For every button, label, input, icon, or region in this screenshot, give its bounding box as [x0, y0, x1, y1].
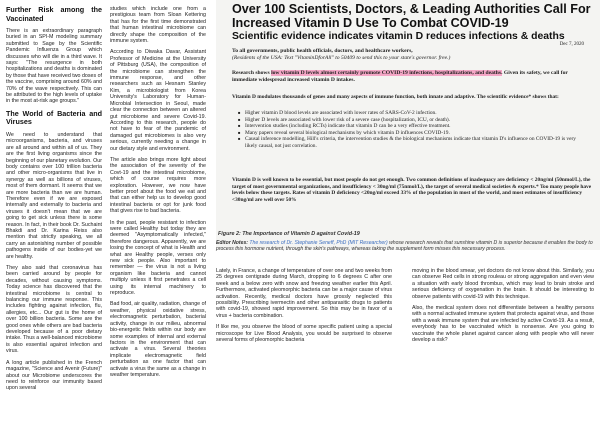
list-item: ■ Higher vitamin D blood levels are associated with lower rates of SARS-CoV-2 infection.: [238, 110, 583, 117]
paragraph: Bad food, air quality, radiation, change of weather, physical oxidative stress, electromagnetic perturbation, bacterial activity, change in our milieu, abnormal bio-energetic fields within our body are some examples of internal and external factors in the environment that can activate a virus. Several theories implicate electromagnetic field perturbation as one factor that can activate a virus the same as a change in weather temperature.: [110, 301, 206, 378]
list-item: ■ Intervention studies (including RCTs) indicate that vitamin D can be a very effective treatment.: [238, 123, 583, 130]
editor-note: [216, 240, 596, 252]
figure-caption: Figure 2: The Importance of Vitamin D against Covid-19: [218, 231, 360, 237]
vitamin-d-letter-image: [216, 0, 600, 253]
right-section: [216, 0, 600, 424]
section-heading-risk: Further Risk among the Vaccinated: [6, 5, 102, 23]
research-pre: Research shows: [232, 70, 272, 76]
paragraph: According to Diwaka Davar, Assistant Professor of Medicine at the University of Pittsburg (USA), the composition of the microbiome can strengthen the immune response, and other researchers such as Hesnam Stanley Kim, a microbiologist from Korea University's Laboratory for Human-Microbial Intersection in Seoul, made clear the connection between an altered gut microbiome and severe Covid-19. According to this research, people do not have to fear of the pandemic of damaged gut microbiomes is also very serious, currently needing a change in our dietary style and environment.: [110, 49, 206, 152]
paragraph: moving in the blood smear, yet doctors do not know about this. Similarly, you can observe Red cells in strong rouleau or strong aggregation and even view a situation with early blood thrombus, which may lead to brain stroke and serious deficiency of oxygenation in the brain. It should be interesting to observe patients with covid-19 with this technique.: [412, 268, 594, 300]
research-highlight: low vitamin D levels almost certainly promote COVID-19 infections, hospitalizations, and deaths.: [271, 70, 503, 76]
paragraph: We need to understand that microorganisms, bacteria, and viruses are all around and within all of us. They are the first living organisms since the beginning of our planetary evolution. Our body contains over 100 trillion bacteria and other micro-organisms that live in synergy as well as billions of viruses, most of them dormant. It seems that we are more bacteria than we are human. Therefore even if we are exposed internally and externally to bacteria and viruses it doesn't mean that we are going to get sick unless there is some reason. In fact, in their book Dr. Suchaint Bhakdi and Dr. Karina Reiss also mention that strictly speaking, we all carry an astonishing number of possible pathogens inside of our bodies-yet we are healthy.: [6, 131, 102, 260]
modulates-statement: Vitamin D modulates thousands of genes and many aspects of immune function, both innate and adaptive. The scientific evidence* shows that:: [232, 94, 559, 100]
deficiency-statement: Vitamin D is well known to be essential, but most people do not get enough. Two common definitions of inadequacy are deficiency < 20ng/ml (50nmol/L), the target of most governmental organizations, and insufficiency < 30ng/ml (75nmol/L), the target of several medical societies & experts.* Too many people have levels below these targets. Rates of vitamin D deficiency <20ng/ml exceed 33% of the population in most of the world, and most estimates of insufficiency <30ng/ml are well over 50%: [232, 177, 592, 203]
paragraph: If like me, you observe the blood of some specific patient using a special microscope for Live Blood Analysis, you would be surprised to observe several forms of pleomorphic bacteria: [216, 324, 392, 344]
residents-line: (Residents of the USA: Text "VitaminDforAll" to 50409 to send this to your state's governor. free.): [232, 54, 451, 61]
article-column-3: [216, 268, 392, 348]
paragraph: Lately, in France, a change of temperature of over one and two weeks from 25 degrees centigrade during March, dropping to 6 degrees C after one week and a below zero with snow and freezing weather earlier this April. Furthermore, activated pleomorphic bacteria can be a major cause of virus activation. Recently, medical doctors have grossly neglected this possibility. Prescribing ivermectin and other antiparasitic drugs to patients with covid-19, showed rapid improvement. So this may be in favor of a virus + bacteria combination.: [216, 268, 392, 319]
list-item: ■ Causal inference modelling, Hill's criteria, the intervention studies & the biological mechanisms indicate that vitamin D's influence on COVID-19 is very likely causal, not just correlation.: [238, 136, 583, 149]
research-post: Given its safety, we call for immediate widespread increased vitamin D intakes.: [232, 70, 568, 83]
paragraph: Also, the medical system does not differentiate between a healthy persons with a normal activated immune system that protects against virus, and those with a weak immune system that are infected by active Covid-19. As a result, everybody has to be vaccinated which is nonsense. Are you going to vaccinate the whole planet against cancer along with people who will never develop a risk?: [412, 305, 594, 344]
letter-date: Dec 7, 2020: [559, 42, 584, 47]
research-statement: [232, 70, 582, 83]
list-item: ■ Higher D levels are associated with lower risk of a severe case (hospitalization, ICU, or death).: [238, 117, 583, 124]
article-column-1: [6, 6, 102, 397]
list-item: ■ Many papers reveal several biological mechanisms by which vitamin D influences COVID-19.: [238, 130, 583, 137]
section-heading-bacteria: The World of Bacteria and Viruses: [6, 108, 102, 127]
figure-subtitle: Scientific evidence indicates vitamin D reduces infections & deaths: [232, 31, 565, 42]
letter-address: [232, 48, 572, 61]
note-text: whose research reveals that sunshine vitamin D is superior because it enables the body to process this hormone nutrient, through the skin's pathways, whereas taking the supplement form misses this necessary process.: [216, 240, 593, 253]
paragraph: In the past, people resistant to infection were called Healthy but today they are deemed "Asymptomatically infected," therefore dangerous. Apparently, we are losing the concept of what is Health and what are Healthy people, verses only new sick people. Also important to remember — the virus is not a living organism like bacteria and cannot multiply unless it first penetrates a cell using its internal machinery to reproduce.: [110, 219, 206, 297]
paragraph: A long article published in the French magazine, "Science and Avenir (Future)" about our Microbiome underscores the need to reinforce our immunity based upon several: [6, 359, 102, 392]
article-column-4: [412, 268, 594, 348]
address-line: To all governments, public health officials, doctors, and healthcare workers,: [232, 48, 413, 54]
paragraph: studies which include one from a prestigious team from Sloan Kettering that has for the first time demonstrated that human intestinal microbiome can directly shape the composition of the immune system.: [110, 6, 206, 45]
article-column-2: [110, 6, 206, 383]
paragraph: There is an extraordinary paragraph buried in an SPI-M modeling summary submitted to Sage by the Scientific Pandemic Influenza Group which discusses who will die in a third wave. It says: "The resurgence in both hospitalizations and deaths is dominated by those that have received two doses of the vaccine, comprising around 60% and 70% of the wave respectively. This can be attributed to the high levels of uptake in the most at-risk age groups.": [6, 28, 102, 105]
figure-title: Over 100 Scientists, Doctors, & Leading Authorities Call For Increased Vitamin D Use To Combat COVID-19: [232, 2, 591, 30]
note-label: Editor Notes:: [216, 240, 250, 246]
evidence-list: [238, 110, 583, 150]
paragraph: They also said that coronavirus has been carried around by people for decades, without causing symptoms. Today science has discovered that the intestinal microbiome is central to balancing our immune response. This includes fighting against infection, flu, allergies, etc... Our gut is the home of over 100 billion bacteria. Some are the good ones while others are bad bacteria developed because of a poor dietary intake. Thus a well-balanced microbiome is also essential against infection and virus.: [6, 265, 102, 355]
note-author: The research of Dr. Stephanie Seneff, PhD (MIT Researcher): [249, 240, 388, 246]
paragraph: The article also brings more light about the association of the severity of the Covt-19 and the intestinal microbiome, which of course requires more exploration. However, we now have better proof about the food we eat and that can either help us to develop good intestinal bacteria or opt for junk food that gives rise to bad bacteria.: [110, 156, 206, 215]
